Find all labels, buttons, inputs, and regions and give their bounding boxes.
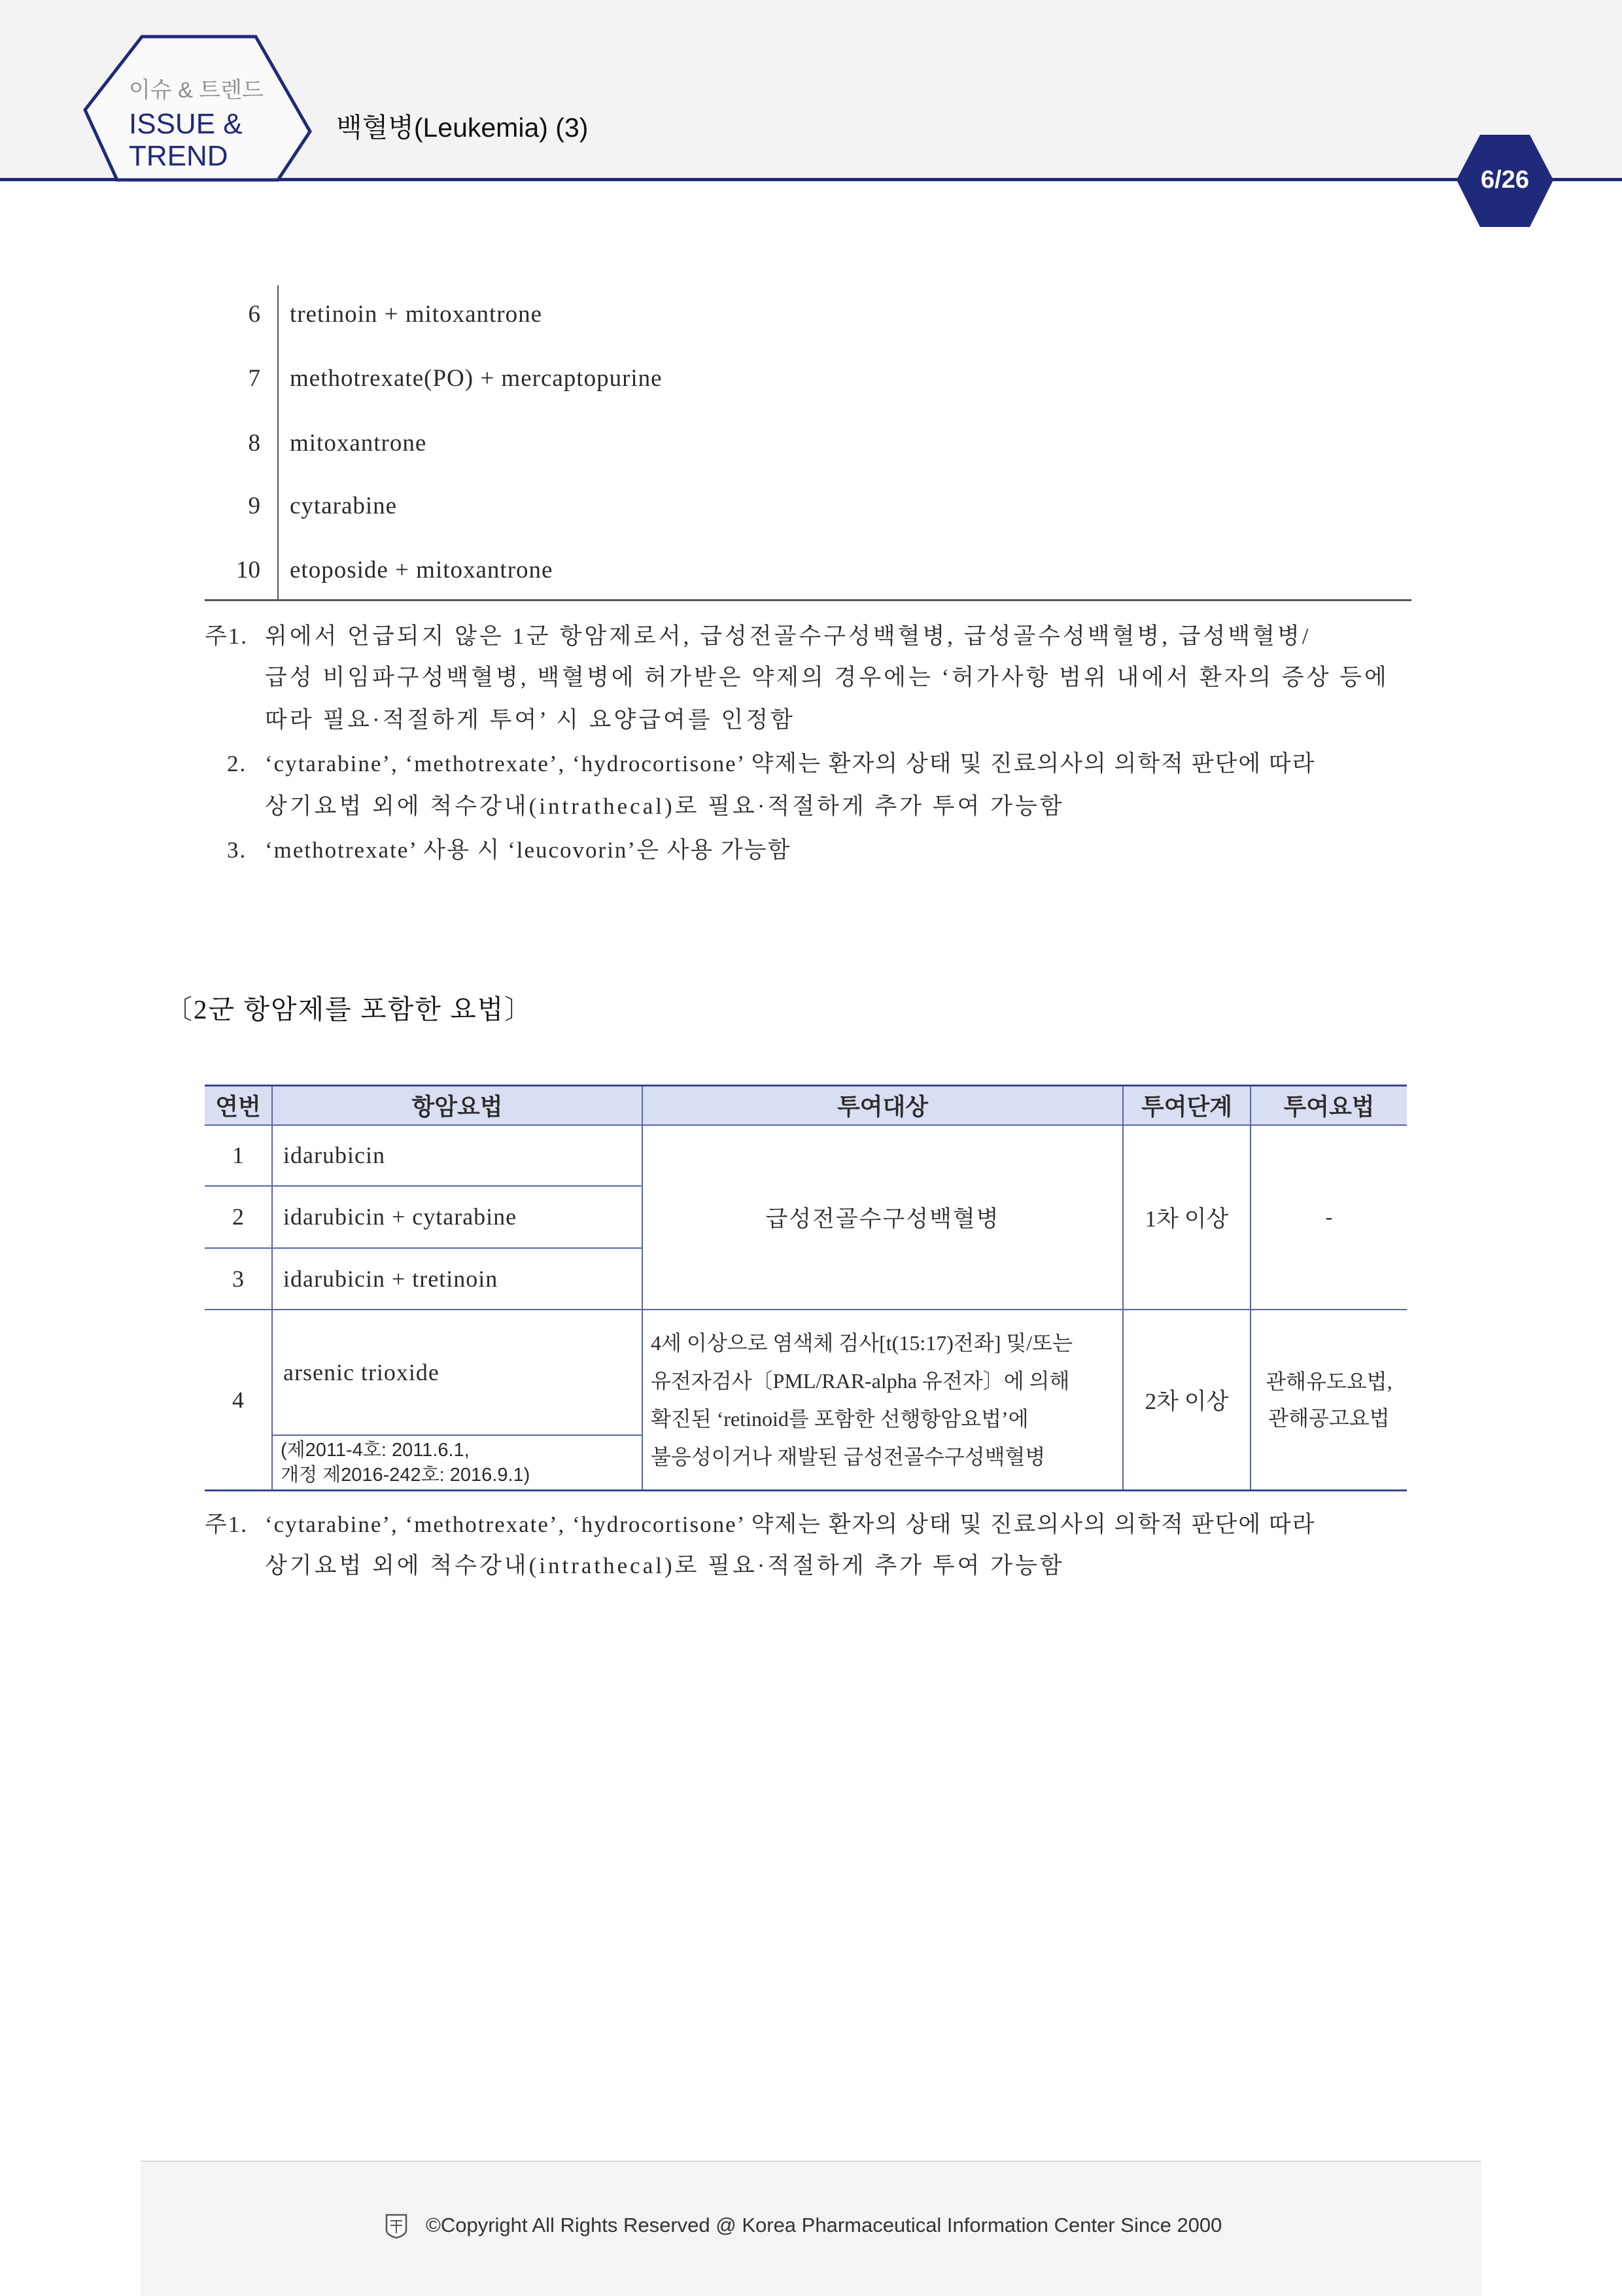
section-label-en-2: TREND xyxy=(129,140,228,172)
note-marker: 주1. xyxy=(205,1512,249,1537)
target-line: 확진된 ‘retinoid를 포함한 선행항암요법’에 xyxy=(651,1406,1029,1431)
stage-cell: 2차 이상 xyxy=(1123,1310,1251,1491)
section-label-ko: 이슈 & 트렌드 xyxy=(129,78,264,103)
row-number: 3 xyxy=(205,1248,272,1310)
note-line: 급성 비임파구성백혈병, 백혈병에 허가받은 약제의 경우에는 ‘허가사항 범위 내에서 환자의 증상 등에 xyxy=(265,665,1389,690)
table1-row-number: 6 xyxy=(248,301,260,328)
note-line: 위에서 언급되지 않은 1군 항암제로서, 급성전골수구성백혈병, 급성골수성백혈병, 급성백혈병/ xyxy=(265,623,1311,649)
notice-cell xyxy=(272,1435,642,1491)
table1-row-regimen: cytarabine xyxy=(290,493,398,519)
note-line: 상기요법 외에 척수강내(intrathecal)로 필요·적절하게 추가 투여 가능함 xyxy=(265,793,1065,819)
target-line: 4세 이상으로 염색체 검사[t(15:17)전좌] 및/또는 xyxy=(651,1331,1073,1355)
target-line: 불응성이거나 재발된 급성전골수구성백혈병 xyxy=(651,1444,1046,1469)
regimen-table xyxy=(205,1085,1407,1491)
table1-row-number: 7 xyxy=(248,365,260,392)
method-cell: - xyxy=(1251,1125,1407,1310)
table-row xyxy=(205,1125,1407,1186)
row-number: 1 xyxy=(205,1125,272,1186)
row-regimen: idarubicin xyxy=(272,1125,642,1186)
table-header-row xyxy=(205,1086,1407,1125)
row-number: 2 xyxy=(205,1186,272,1248)
row-regimen: idarubicin + cytarabine xyxy=(272,1186,642,1248)
table1-row-regimen: tretinoin + mitoxantrone xyxy=(290,301,543,328)
stage-cell: 1차 이상 xyxy=(1123,1125,1251,1310)
note-marker: 3. xyxy=(227,837,247,863)
row-regimen: arsenic trioxide xyxy=(272,1310,642,1435)
note-marker: 주1. xyxy=(205,623,249,649)
note-line: ‘cytarabine’, ‘methotrexate’, ‘hydrocortisone’ 약제는 환자의 상태 및 진료의사의 의학적 판단에 따라 xyxy=(265,751,1316,776)
table1-row-regimen: mitoxantrone xyxy=(290,430,427,457)
section-heading: 〔2군 항암제를 포함한 요법〕 xyxy=(165,994,533,1024)
note-line: 상기요법 외에 척수강내(intrathecal)로 필요·적절하게 추가 투여 가능함 xyxy=(265,1553,1065,1578)
method-line: 관해유도요법, xyxy=(1266,1369,1392,1393)
header-cell-stage: 투여단계 xyxy=(1123,1086,1251,1125)
header-cell-no: 연번 xyxy=(205,1086,272,1125)
section-label-en-1: ISSUE & xyxy=(129,108,243,140)
header-cell-regimen: 항암요법 xyxy=(272,1086,642,1125)
notice-line: 개정 제2016-242호: 2016.9.1) xyxy=(281,1464,530,1486)
method-line: 관해공고요법 xyxy=(1268,1406,1390,1430)
note-line: ‘methotrexate’ 사용 시 ‘leucovorin’은 사용 가능함 xyxy=(265,837,791,863)
note-marker: 2. xyxy=(227,751,247,776)
note-line: ‘cytarabine’, ‘methotrexate’, ‘hydrocortisone’ 약제는 환자의 상태 및 진료의사의 의학적 판단에 따라 xyxy=(265,1512,1316,1537)
note-line: 따라 필요·적절하게 투여’ 시 요양급여를 인정함 xyxy=(265,707,795,733)
table-row xyxy=(205,1310,1407,1435)
header-cell-target: 투여대상 xyxy=(642,1086,1123,1125)
table1-row-regimen: methotrexate(PO) + mercaptopurine xyxy=(290,365,663,392)
target-line: 유전자검사〔PML/RAR-alpha 유전자〕에 의해 xyxy=(651,1368,1070,1393)
table1-column-divider xyxy=(277,285,279,600)
table1-row-regimen: etoposide + mitoxantrone xyxy=(290,557,553,583)
header-cell-method: 투여요법 xyxy=(1251,1086,1407,1125)
target-disease-cell xyxy=(642,1310,1123,1491)
page-number: 6/26 xyxy=(1481,166,1529,194)
row-number: 4 xyxy=(205,1310,272,1491)
kpic-logo-icon xyxy=(385,2213,408,2239)
table1-row-number: 9 xyxy=(248,493,260,519)
page-title: 백혈병(Leukemia) (3) xyxy=(336,113,589,143)
target-disease-cell: 급성전골수구성백혈병 xyxy=(642,1125,1123,1310)
row-regimen: idarubicin + tretinoin xyxy=(272,1248,642,1310)
table1-bottom-rule xyxy=(205,599,1411,601)
notice-line: (제2011-4호: 2011.6.1, xyxy=(281,1439,470,1461)
table1-row-number: 8 xyxy=(248,430,260,457)
method-cell xyxy=(1251,1310,1407,1491)
table1-row-number: 10 xyxy=(236,557,260,583)
footer-copyright: ©Copyright All Rights Reserved @ Korea Pharmaceutical Information Center Since 2000 xyxy=(426,2214,1222,2236)
